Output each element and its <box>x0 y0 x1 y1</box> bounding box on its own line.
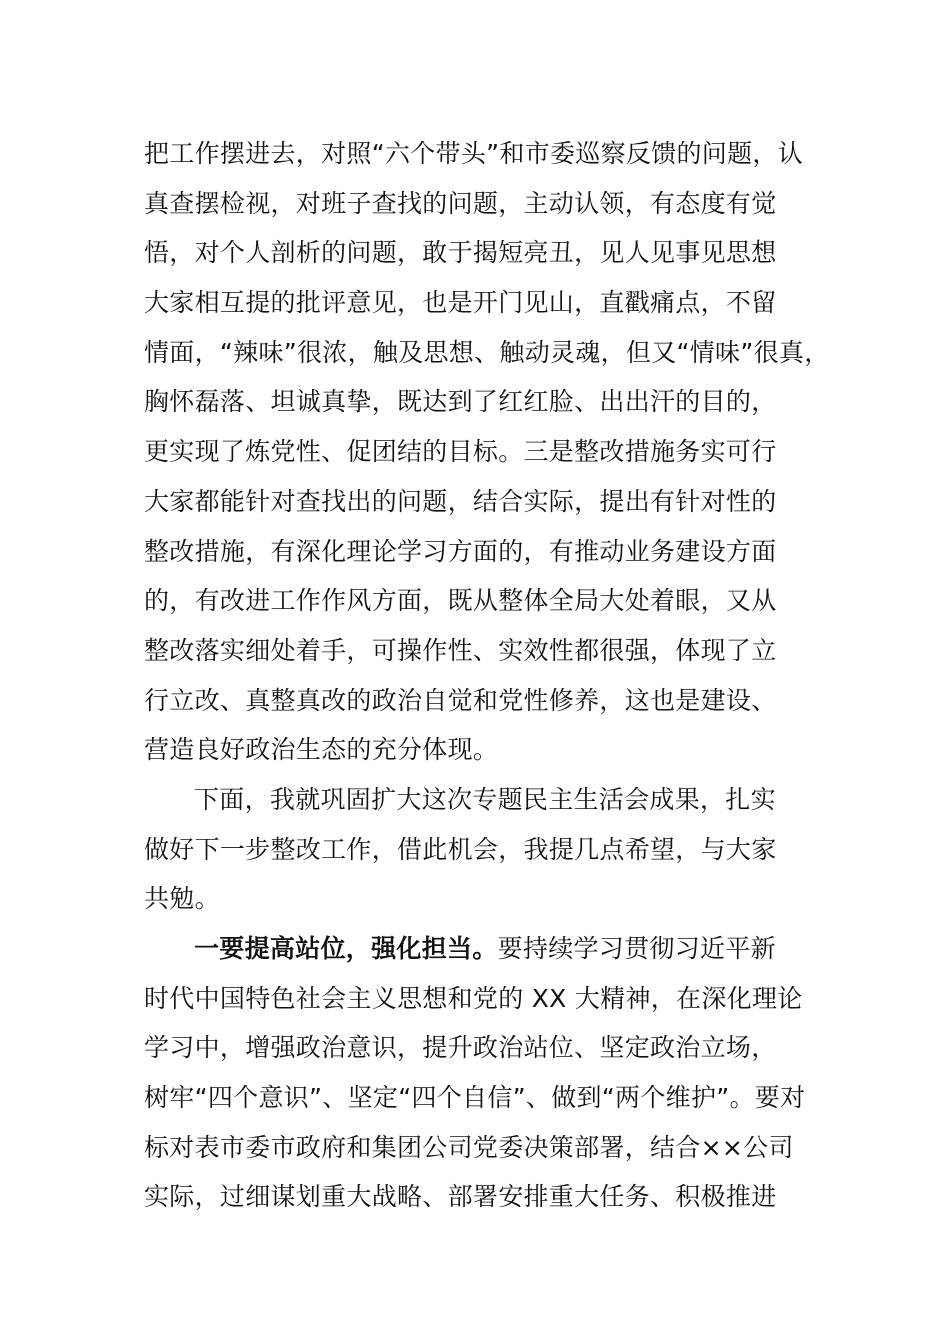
text-line: 真查摆检视，对班子查找的问题，主动认领，有态度有觉 <box>144 188 777 218</box>
text-line: 把工作摆进去，对照“六个带头”和市委巡察反馈的问题，认 <box>144 139 804 168</box>
paragraph-start-line: 下面，我就巩固扩大这次专题民主生活会成果，扎实 <box>194 784 776 814</box>
text-line: 标对表市委市政府和集团公司党委决策部署，结合××公司 <box>144 1132 794 1162</box>
text-line: 大家都能针对查找出的问题，结合实际，提出有针对性的 <box>144 486 777 516</box>
text-line: 的，有改进工作作风方面，既从整体全局大处着眼，又从 <box>144 586 777 616</box>
text-line: 悟，对个人剖析的问题，敢于揭短亮丑，见人见事见思想 <box>144 238 777 268</box>
body-text <box>144 129 844 1222</box>
text-line: 营造良好政治生态的充分体现。 <box>144 735 499 765</box>
text-line: 情面，“辣味”很浓，触及思想、触动灵魂，但又“情味”很真， <box>144 337 830 367</box>
heading-rest: 要持续学习贯彻习近平新 <box>497 934 776 963</box>
bold-heading: 一要提高站位，强化担当。 <box>194 934 498 963</box>
text-line: 行立改、真整真改的政治自觉和党性修养，这也是建设、 <box>144 685 777 715</box>
text-line: 整改措施，有深化理论学习方面的，有推动业务建设方面 <box>144 536 777 566</box>
text-line: 更实现了炼党性、促团结的目标。三是整改措施务实可行 <box>144 437 777 467</box>
text-line: 胸怀磊落、坦诚真挚，既达到了红红脸、出出汗的目的， <box>144 387 777 417</box>
heading-line <box>144 924 844 974</box>
text-line: 学习中，增强政治意识，提升政治站位、坚定政治立场， <box>144 1033 777 1063</box>
text-line: 实际，过细谋划重大战略、部署安排重大任务、积极推进 <box>144 1182 777 1212</box>
text-line: 树牢“四个意识”、坚定“四个自信”、做到“两个维护”。要对 <box>144 1083 806 1113</box>
text-line: 共勉。 <box>144 884 220 914</box>
text-line: 做好下一步整改工作，借此机会，我提几点希望，与大家 <box>144 834 777 864</box>
text-line: 大家相互提的批评意见，也是开门见山，直戳痛点，不留 <box>144 288 777 318</box>
text-line: 时代中国特色社会主义思想和党的 XX 大精神，在深化理论 <box>144 983 803 1013</box>
text-line: 整改落实细处着手，可操作性、实效性都很强，体现了立 <box>144 635 777 665</box>
